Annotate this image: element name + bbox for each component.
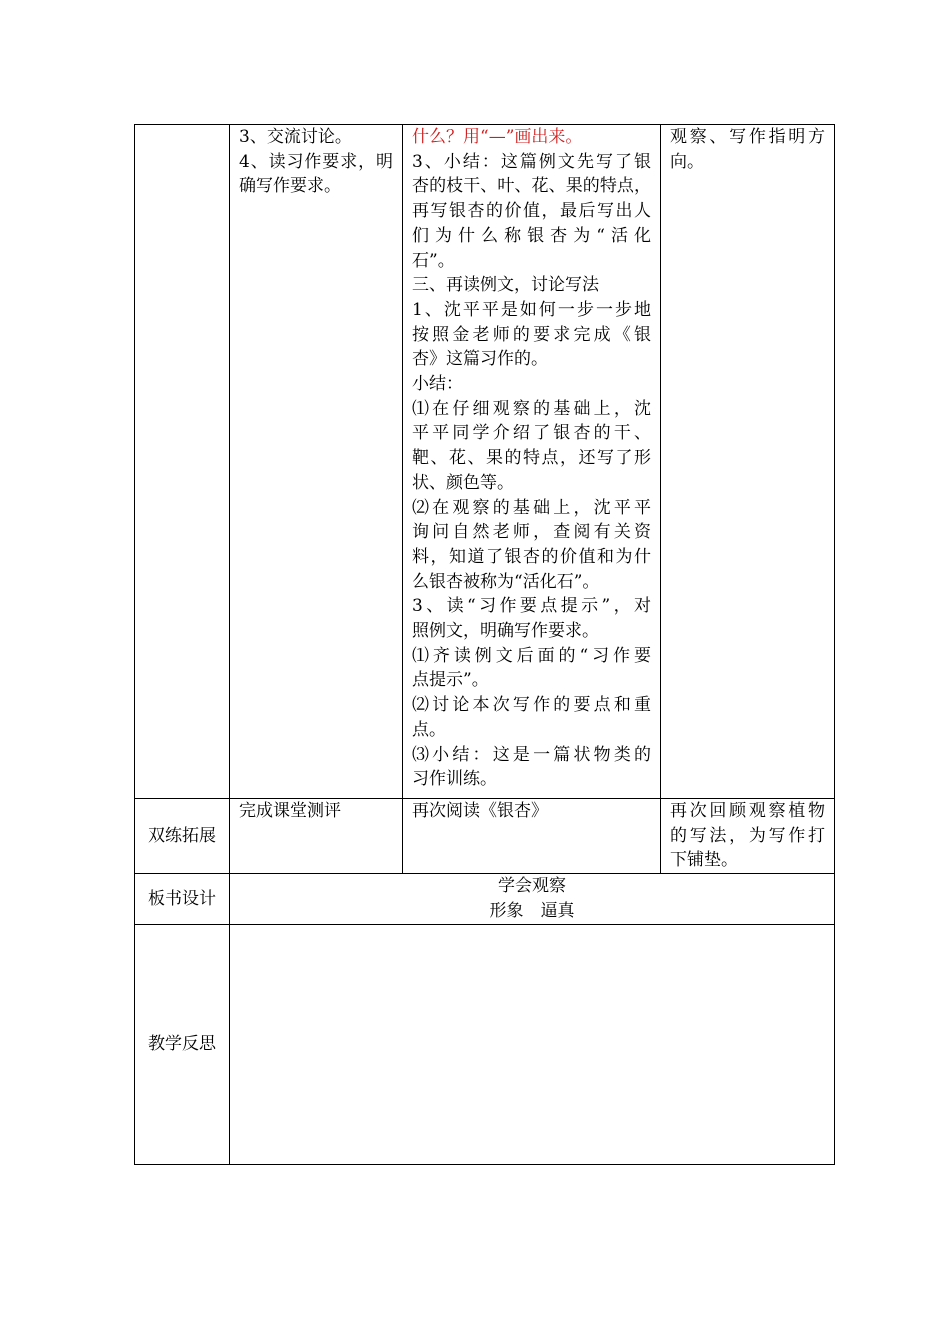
board-design-row: [135, 874, 835, 925]
content-line: 靶、花、果的特点，还写了形: [412, 448, 651, 469]
intent-line: 下铺垫。: [670, 850, 738, 871]
activity-line: 确写作要求。: [239, 176, 341, 197]
activity-line: 3、交流讨论。: [239, 127, 352, 147]
intent-line: 的写法，为写作打: [670, 825, 825, 846]
section-heading: 三、再读例文，讨论写法: [412, 275, 599, 296]
content-line: 照例文，明确写作要求。: [412, 621, 599, 642]
content-line: 杏的枝干、叶、花、果的特点，: [412, 176, 651, 197]
intent-line: 再次回顾观察植物: [670, 801, 825, 821]
content-line: 小结：: [412, 374, 463, 395]
practice-extension-row: [135, 799, 835, 874]
content-line: ⑴齐读例文后面的“习作要: [412, 645, 651, 666]
content-line: 询问自然老师，查阅有关资: [412, 522, 651, 543]
teaching-process-row: [135, 125, 835, 799]
content-line: 3、小结：这篇例文先写了银: [412, 151, 651, 172]
board-design-cell: [230, 874, 835, 925]
content-line: ⑴在仔细观察的基础上，沈: [412, 398, 651, 419]
row-label-reflection: 教学反思: [135, 925, 230, 1165]
intent-line: 向。: [670, 151, 704, 172]
content-line: 点。: [412, 719, 446, 740]
activity-line: 完成课堂测评: [239, 801, 341, 821]
intent-line: 观察、写作指明方: [670, 127, 825, 147]
content-line: 么银杏被称为“活化石”。: [412, 571, 600, 592]
content-line: 状、颜色等。: [412, 472, 514, 493]
board-line: 学会观察: [498, 876, 566, 897]
content-line: 3、读“习作要点提示”，对: [412, 596, 651, 617]
row-label-practice: 双练拓展: [135, 799, 230, 874]
row-label-board: 板书设计: [135, 874, 230, 925]
lesson-plan-table: [134, 124, 835, 1165]
reflection-row: [135, 925, 835, 1165]
content-line: 料，知道了银杏的价值和为什: [412, 546, 651, 567]
content-line: 们为什么称银杏为“活化: [412, 225, 651, 246]
content-line: 杏》这篇习作的。: [412, 349, 548, 370]
content-line: 再写银杏的价值，最后写出人: [412, 201, 651, 222]
highlighted-line: 什么？用“—”画出来。: [412, 127, 583, 147]
content-line: 再次阅读《银杏》: [412, 801, 548, 821]
content-cell: [403, 125, 661, 799]
content-line: ⑵讨论本次写作的要点和重: [412, 695, 651, 716]
reflection-cell: [230, 925, 835, 1165]
board-line: 形象 逼真: [489, 900, 575, 921]
content-line: ⑵在观察的基础上，沈平平: [412, 497, 651, 518]
content-line: 平平同学介绍了银杏的干、: [412, 423, 651, 444]
intent-cell: [661, 799, 835, 874]
content-line: 1、沈平平是如何一步一步地: [412, 299, 651, 320]
content-cell: [403, 799, 661, 874]
content-line: 习作训练。: [412, 769, 497, 790]
content-line: 按照金老师的要求完成《银: [412, 324, 651, 345]
activity-cell: [230, 799, 403, 874]
content-line: 石”。: [412, 250, 455, 271]
row-label-empty: [135, 125, 230, 799]
intent-cell: [661, 125, 835, 799]
content-line: 点提示”。: [412, 670, 489, 691]
content-line: ⑶小结：这是一篇状物类的: [412, 744, 651, 765]
activity-cell: [230, 125, 403, 799]
activity-line: 4、读习作要求，明: [239, 151, 393, 172]
